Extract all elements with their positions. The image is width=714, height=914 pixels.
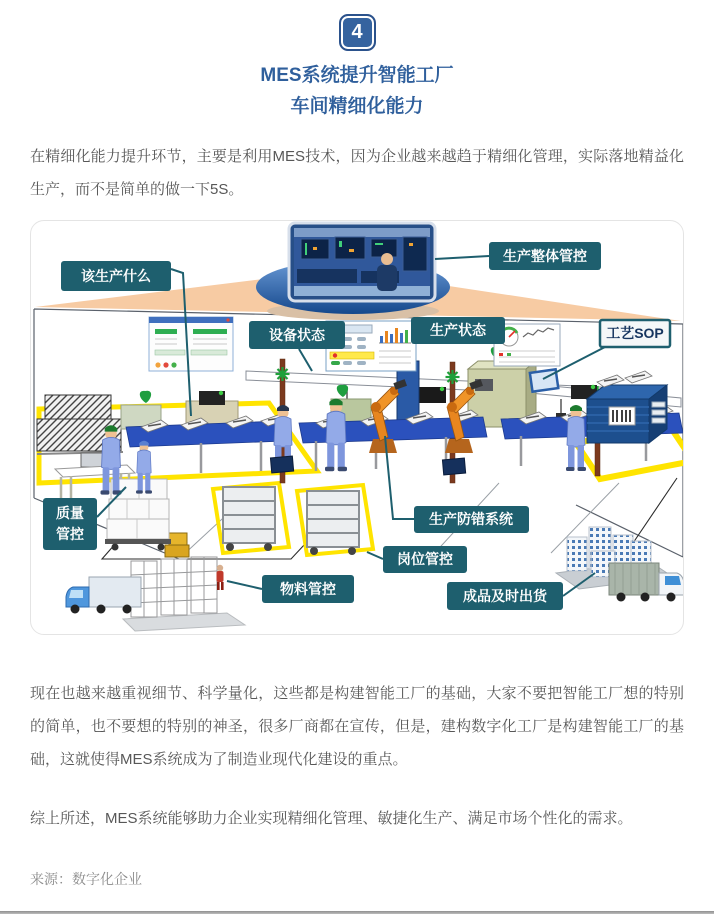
label-production-status — [411, 317, 505, 344]
section-title — [30, 60, 684, 122]
svg-text:质量: 质量 — [56, 505, 84, 521]
section-number-badge: 4 — [339, 14, 376, 51]
label-position-control — [383, 546, 467, 573]
svg-text:生产防错系统: 生产防错系统 — [429, 511, 513, 527]
svg-text:生产状态: 生产状态 — [430, 322, 486, 338]
svg-text:设备状态: 设备状态 — [269, 327, 325, 343]
barcode-crate — [587, 371, 667, 443]
svg-text:成品及时出货: 成品及时出货 — [463, 588, 547, 604]
paragraph-conclusion: 综上所述，MES系统能够助力企业实现精细化管理、敏捷化生产、满足市场个性化的需求。 — [30, 810, 633, 827]
factory-diagram-card — [30, 220, 684, 635]
svg-text:物料管控: 物料管控 — [280, 581, 336, 597]
shelf-cart — [223, 487, 275, 551]
svg-text:管控: 管控 — [56, 526, 84, 542]
label-what-to-produce — [61, 261, 171, 291]
label-overall-control — [489, 242, 601, 270]
mes-window-screen — [149, 317, 233, 371]
shelf-cart — [307, 491, 359, 555]
control-room-photo — [289, 223, 435, 301]
factory-diagram — [31, 221, 684, 634]
paragraph-discussion: 现在也越来越重视细节、科学量化，这些都是构建智能工厂的基础，大家不要把智能工厂想的特别的简单，也不要想的特别的神圣，很多厂商都在宣传，但是，建构数字化工厂是构建智能工厂的基础，这就使得MES系统成为了制造业现代化建设的重点。 — [30, 685, 684, 768]
section-title-line2: 车间精细化能力 — [290, 96, 424, 117]
section-title-line1: MES系统提升智能工厂 — [260, 65, 454, 86]
svg-text:工艺SOP: 工艺SOP — [606, 325, 664, 341]
label-equipment-status — [249, 321, 345, 349]
svg-text:该生产什么: 该生产什么 — [81, 268, 151, 284]
label-timely-shipment — [447, 582, 563, 610]
truck-right — [609, 563, 684, 602]
mini-worker-red — [217, 565, 224, 590]
svg-text:生产整体管控: 生产整体管控 — [503, 248, 587, 264]
source-line: 来源：数字化企业 — [30, 871, 142, 887]
label-quality-control — [43, 498, 97, 550]
label-error-proofing — [414, 506, 529, 533]
article-page — [0, 14, 714, 897]
section-badge-wrap — [30, 14, 684, 51]
truck-left — [66, 577, 141, 614]
svg-text:岗位管控: 岗位管控 — [397, 551, 453, 567]
label-material-control — [262, 575, 354, 603]
paragraph-intro: 在精细化能力提升环节，主要是利用MES技术，因为企业越来越趋于精细化管理，实际落地精益化生产，而不是简单的做一下5S。 — [30, 148, 684, 198]
label-process-sop — [600, 320, 670, 347]
